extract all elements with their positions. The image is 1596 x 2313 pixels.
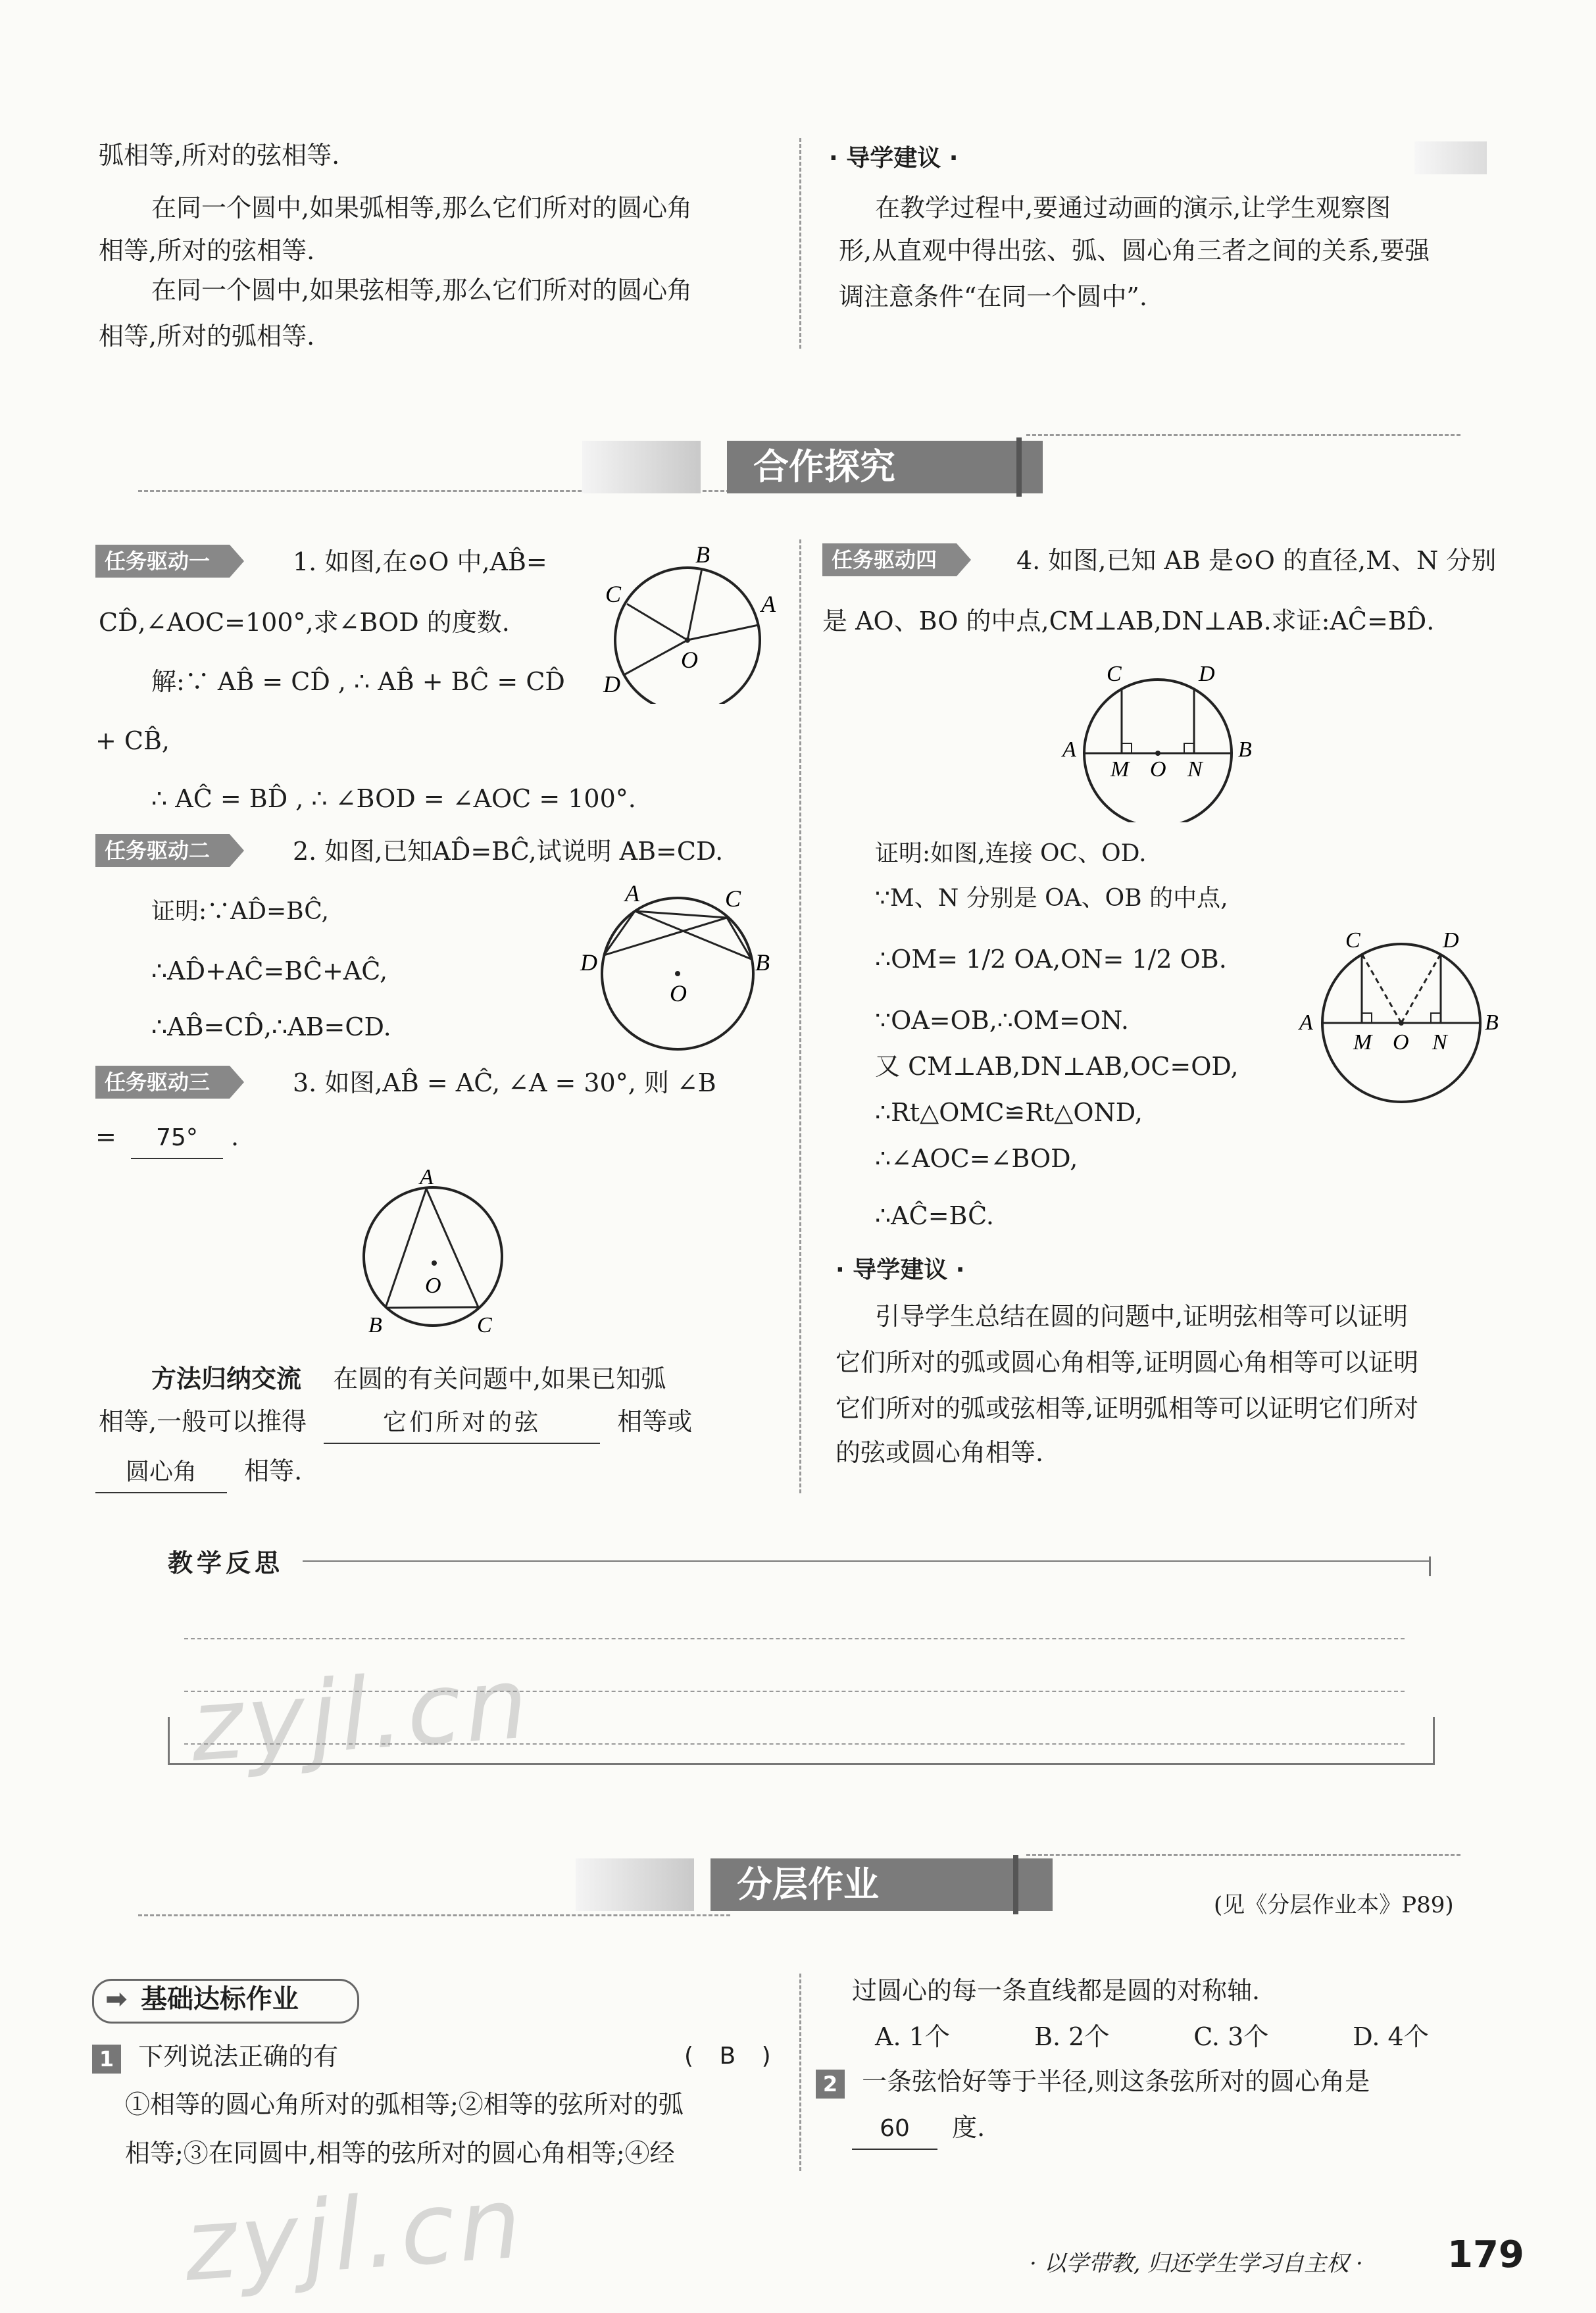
reflection-top-rule — [303, 1560, 1431, 1562]
task3-answer: 75° — [131, 1118, 223, 1159]
task1-line-2: CD̂,∠AOC=100°,求∠BOD 的度数. — [99, 608, 510, 637]
task2-line-4: ∴AB̂=CD̂,∴AB=CD. — [151, 1012, 391, 1041]
guide2-line-3: 它们所对的弧或弦相等,证明弧相等可以证明它们所对 — [835, 1394, 1419, 1423]
section1-rule-right — [1026, 434, 1460, 436]
task4-tag: 任务驱动四 — [822, 543, 957, 576]
q1-line-2: ①相等的圆心角所对的弧相等;②相等的弦所对的弧 — [125, 2090, 684, 2119]
guide-heading-2: · 导学建议 · — [835, 1256, 965, 1283]
guide2-line-1: 引导学生总结在圆的问题中,证明弦相等可以证明 — [875, 1302, 1409, 1331]
task1-tag: 任务驱动一 — [95, 545, 230, 578]
guide-heading-top: · 导学建议 · — [829, 145, 959, 172]
task3-line-1: 3. 如图,AB̂ = AĈ, ∠A = 30°, 则 ∠B — [293, 1068, 716, 1097]
fig5-label-a: A — [1299, 1010, 1313, 1035]
q1-option-a: A. 1个 — [875, 2022, 950, 2051]
top-left-line-1: 弧相等,所对的弦相等. — [99, 141, 340, 170]
task4-line-2: 是 AO、BO 的中点,CM⊥AB,DN⊥AB.求证:AĈ=BD̂. — [822, 607, 1435, 635]
fig4-label-a: A — [1062, 737, 1076, 762]
task2-tag: 任务驱动二 — [95, 834, 230, 867]
task4-line-1: 4. 如图,已知 AB 是⊙O 的直径,M、N 分别 — [1016, 546, 1497, 575]
method-text-1: 在圆的有关问题中,如果已知弧 — [333, 1364, 666, 1393]
task4-proof-5: 又 CM⊥AB,DN⊥AB,OC=OD, — [875, 1052, 1239, 1081]
q2-unit: 度. — [952, 2113, 985, 2142]
watermark-1: zyjl.cn — [187, 1646, 536, 1784]
fig2-label-o: O — [670, 980, 687, 1007]
top-right-line-3: 调注意条件“在同一个圆中”. — [839, 282, 1147, 311]
method-line-3 — [95, 1447, 302, 1495]
fig3-label-o: O — [425, 1274, 441, 1298]
method-title: 方法归纳交流 — [151, 1364, 302, 1393]
column-divider-bottom — [799, 1974, 801, 2171]
top-left-line-2: 在同一个圆中,如果弧相等,那么它们所对的圆心角 — [151, 193, 693, 222]
task4-proof-3: ∴OM= 1/2 OA,ON= 1/2 OB. — [875, 945, 1227, 974]
fig2-label-d: D — [580, 949, 597, 976]
task3-eq: = — [95, 1122, 116, 1151]
top-right-line-1: 在教学过程中,要通过动画的演示,让学生观察图 — [875, 193, 1391, 222]
watermark-2: zyjl.cn — [180, 2166, 529, 2304]
fig2-label-b: B — [755, 949, 770, 976]
fig1-label-o: O — [681, 647, 698, 673]
page-number: 179 — [1447, 2233, 1524, 2276]
method-text-3: 相等. — [244, 1456, 303, 1485]
column-divider-middle — [799, 539, 801, 1493]
section2-rule-left — [138, 1914, 730, 1916]
task3-period: . — [231, 1122, 239, 1151]
section1-end-bar — [1016, 437, 1022, 497]
fig5-label-n: N — [1432, 1030, 1447, 1055]
figure-5-circle-diagram — [1293, 921, 1510, 1118]
task4-proof-2: ∵M、N 分别是 OA、OB 的中点, — [875, 885, 1228, 912]
q1-option-d: D. 4个 — [1353, 2022, 1429, 2051]
task3-tag: 任务驱动三 — [95, 1066, 230, 1099]
figure-2-circle-diagram — [579, 882, 789, 1053]
fig2-label-a: A — [625, 882, 639, 907]
column-divider-top — [799, 138, 801, 349]
task1-line-5: ∴ AĈ = BD̂ , ∴ ∠BOD = ∠AOC = 100°. — [151, 784, 636, 813]
section2-reference: (见《分层作业本》P89) — [1214, 1892, 1454, 1918]
top-left-line-4: 在同一个圆中,如果弦相等,那么它们所对的圆心角 — [151, 276, 693, 305]
homework-heading — [105, 1976, 299, 2023]
fig5-label-c: C — [1345, 928, 1360, 953]
section1-title: 合作探究 — [727, 441, 1043, 493]
fig1-label-b: B — [695, 541, 710, 568]
method-blank-1: 它们所对的弦 — [324, 1403, 600, 1444]
q1-number: 1 — [92, 2045, 121, 2074]
task1-line-4: + CB̂, — [95, 726, 170, 755]
fig3-label-a: A — [420, 1168, 434, 1189]
q1-answer: ( B ) — [684, 2043, 780, 2070]
fig4-label-b: B — [1238, 737, 1252, 762]
figure-4-circle-diagram — [1053, 651, 1276, 822]
top-right-line-2: 形,从直观中得出弦、弧、圆心角三者之间的关系,要强 — [839, 236, 1430, 265]
fig5-label-o: O — [1393, 1030, 1409, 1055]
q1-option-c: C. 3个 — [1193, 2022, 1269, 2051]
q1-line-4: 过圆心的每一条直线都是圆的对称轴. — [852, 1976, 1260, 2005]
q1-option-b: B. 2个 — [1034, 2022, 1110, 2051]
guide2-line-4: 的弦或圆心角相等. — [835, 1438, 1044, 1467]
method-line-2 — [99, 1398, 692, 1445]
reflection-right-tick — [1429, 1556, 1431, 1576]
fig4-label-n: N — [1187, 757, 1203, 782]
fig1-label-c: C — [605, 581, 622, 607]
section2-end-bar — [1013, 1855, 1018, 1914]
task2-line-2: 证明:∵AD̂=BĈ, — [151, 898, 329, 925]
q2-number: 2 — [816, 2070, 845, 2099]
q2-text: 一条弦恰好等于半径,则这条弦所对的圆心角是 — [862, 2067, 1370, 2096]
task4-proof-1: 证明:如图,连接 OC、OD. — [875, 840, 1147, 867]
homework-heading-text: 基础达标作业 — [140, 1984, 299, 2014]
task1-line-1: 1. 如图,在⊙O 中,AB̂= — [293, 547, 547, 576]
method-text-2b: 相等或 — [617, 1407, 693, 1436]
fig3-label-c: C — [477, 1313, 492, 1337]
reflection-line-1 — [184, 1638, 1405, 1639]
fig1-label-a: A — [761, 591, 776, 617]
q1-options — [875, 2013, 1484, 2060]
figure-1-circle-diagram — [595, 539, 786, 704]
q1-line-3: 相等;③在同圆中,相等的弦所对的圆心角相等;④经 — [125, 2139, 675, 2168]
fig4-label-o: O — [1150, 757, 1166, 782]
footer-slogan: · 以学带教, 归还学生学习自主权 · — [1030, 2251, 1363, 2277]
task4-proof-7: ∴∠AOC=∠BOD, — [875, 1144, 1078, 1173]
section2-rule-right — [1026, 1854, 1460, 1856]
top-left-line-5: 相等,所对的弧相等. — [99, 322, 315, 351]
method-line-1 — [151, 1355, 666, 1403]
q2-line-1 — [816, 2058, 1370, 2105]
section2-title: 分层作业 — [711, 1858, 1053, 1911]
q1-text: 下列说法正确的有 — [138, 2042, 339, 2071]
guide-heading-fade — [1414, 141, 1487, 174]
q2-line-2 — [852, 2104, 985, 2151]
task2-line-1: 2. 如图,已知AD̂=BĈ,试说明 AB=CD. — [293, 837, 724, 866]
q2-answer: 60 — [852, 2109, 937, 2150]
fig4-label-m: M — [1110, 757, 1130, 782]
fig2-label-c: C — [725, 885, 741, 912]
task1-line-3: 解:∵ AB̂ = CD̂ , ∴ AB̂ + BĈ = CD̂ — [151, 667, 565, 696]
task3-answer-line — [95, 1113, 239, 1160]
method-blank-2: 圆心角 — [95, 1453, 227, 1493]
fig5-label-m: M — [1353, 1030, 1372, 1055]
reflection-label: 教学反思 — [168, 1549, 284, 1578]
section1-ghost-block — [582, 441, 701, 493]
fig1-label-d: D — [603, 671, 620, 697]
fig5-label-b: B — [1485, 1010, 1499, 1035]
section2-ghost-block — [576, 1858, 694, 1911]
fig3-label-b: B — [368, 1313, 382, 1337]
fig5-label-d: D — [1443, 928, 1459, 953]
top-left-line-3: 相等,所对的弦相等. — [99, 236, 315, 265]
homework-arrow-icon: ➡ — [105, 1984, 128, 2014]
figure-3-circle-diagram — [349, 1168, 520, 1339]
method-text-2a: 相等,一般可以推得 — [99, 1407, 307, 1436]
guide2-line-2: 它们所对的弧或圆心角相等,证明圆心角相等可以证明 — [835, 1348, 1419, 1377]
task2-line-3: ∴AD̂+AĈ=BĈ+AĈ, — [151, 957, 388, 985]
task4-proof-8: ∴AĈ=BĈ. — [875, 1201, 994, 1230]
fig4-label-c: C — [1107, 662, 1122, 686]
q1-line-1 — [92, 2033, 338, 2080]
task4-proof-6: ∴Rt△OMC≌Rt△OND, — [875, 1098, 1143, 1127]
fig4-label-d: D — [1199, 662, 1215, 686]
task4-proof-4: ∵OA=OB,∴OM=ON. — [875, 1006, 1129, 1035]
